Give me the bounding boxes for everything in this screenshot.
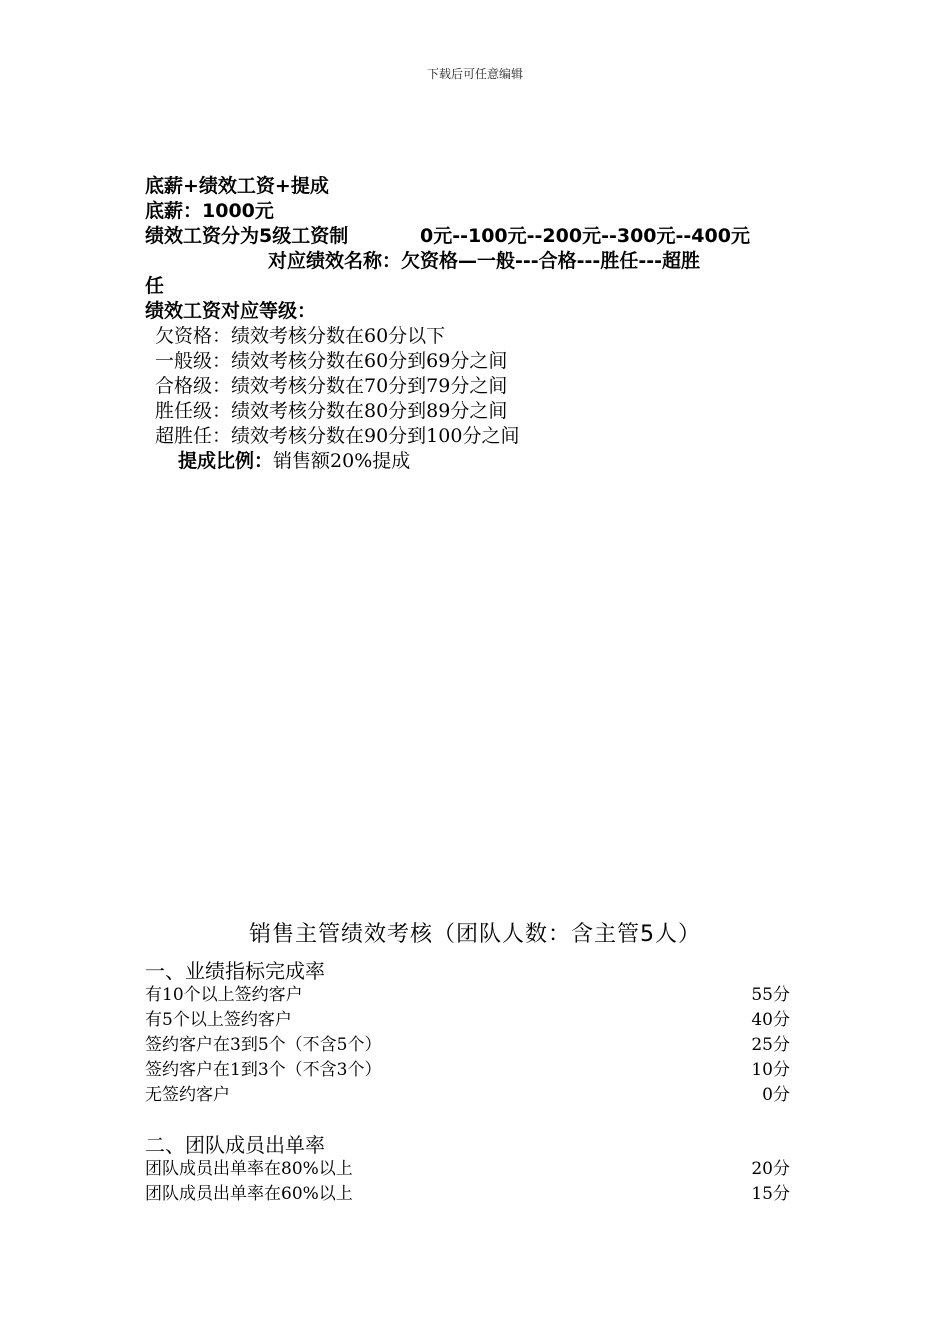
score-row-value: 0分 [762, 1085, 790, 1105]
section-heading: 二、团队成员出单率 [145, 1133, 325, 1157]
grade-line-label: 绩效工资分为5级工资制 [145, 225, 349, 247]
section-heading: 一、业绩指标完成率 [145, 959, 325, 983]
score-row-label: 签约客户在1到3个（不含3个） [145, 1060, 382, 1080]
score-row [145, 1157, 790, 1182]
score-row-value: 55分 [751, 985, 790, 1005]
level-item: 欠资格：绩效考核分数在60分以下 [155, 325, 446, 347]
level-item: 胜任级：绩效考核分数在80分到89分之间 [155, 400, 508, 422]
assessment-title: 销售主管绩效考核（团队人数：含主管5人） [249, 922, 701, 947]
grade-names-line: 对应绩效名称：欠资格—一般---合格---胜任---超胜 [268, 250, 700, 272]
score-row-label: 有10个以上签约客户 [145, 985, 303, 1005]
level-item: 超胜任：绩效考核分数在90分到100分之间 [155, 425, 520, 447]
score-row-value: 15分 [751, 1184, 790, 1204]
grade-line-values: 0元--100元--200元--300元--400元 [420, 225, 750, 247]
score-row-value: 25分 [751, 1035, 790, 1055]
score-row [145, 1008, 790, 1033]
commission-line [178, 449, 410, 474]
page-header-note: 下载后可任意编辑 [426, 67, 523, 81]
score-row-value: 20分 [751, 1159, 790, 1179]
commission-label: 提成比例： [178, 450, 274, 472]
level-item: 合格级：绩效考核分数在70分到79分之间 [155, 375, 508, 397]
score-row [145, 1182, 790, 1207]
score-row [145, 1058, 790, 1083]
base-salary-line: 底薪：1000元 [145, 200, 274, 222]
score-row [145, 983, 790, 1008]
commission-value: 销售额20%提成 [273, 450, 411, 472]
score-row-label: 无签约客户 [145, 1085, 230, 1105]
level-item: 一般级：绩效考核分数在60分到69分之间 [155, 350, 508, 372]
score-row-value: 40分 [751, 1010, 790, 1030]
score-row [145, 1083, 790, 1108]
score-row-value: 10分 [751, 1060, 790, 1080]
salary-formula: 底薪+绩效工资+提成 [145, 175, 329, 197]
score-row-label: 团队成员出单率在60%以上 [145, 1184, 353, 1204]
levels-heading: 绩效工资对应等级： [145, 300, 317, 322]
grade-names-line-wrap: 任 [145, 275, 165, 297]
score-row-label: 签约客户在3到5个（不含5个） [145, 1035, 382, 1055]
score-row-label: 团队成员出单率在80%以上 [145, 1159, 353, 1179]
score-row-label: 有5个以上签约客户 [145, 1010, 292, 1030]
score-row [145, 1033, 790, 1058]
